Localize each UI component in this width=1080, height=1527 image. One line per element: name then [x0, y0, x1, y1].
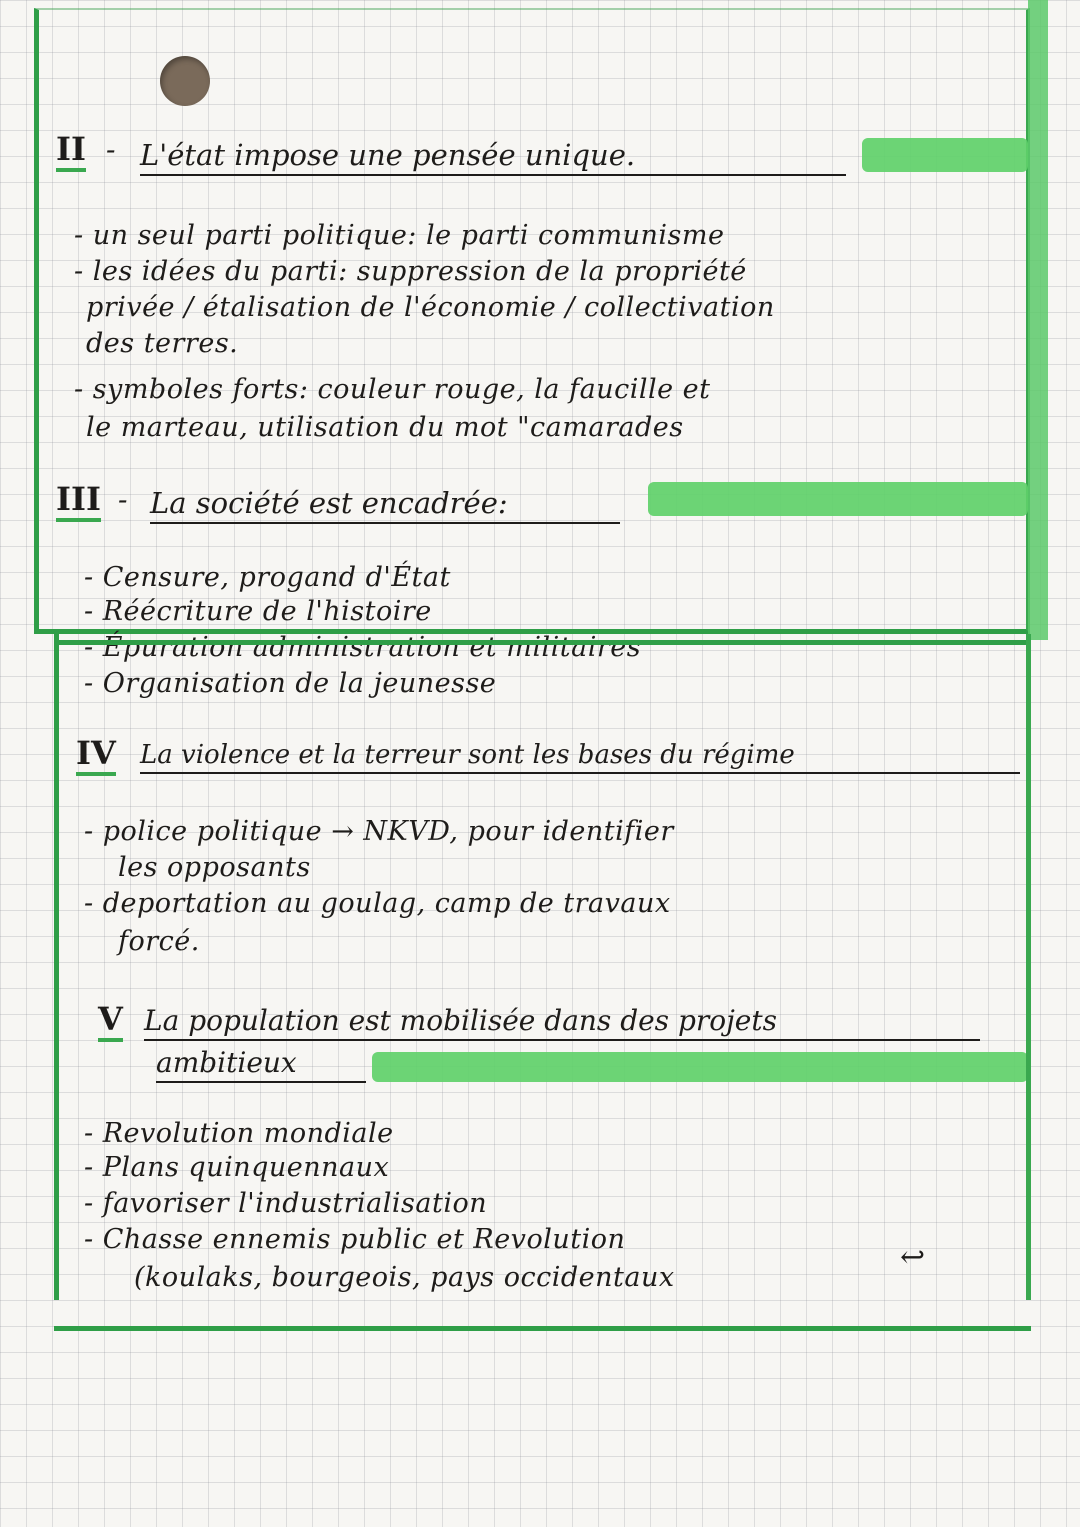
section-2-line-1: - un seul parti politique: le parti communisme [74, 220, 725, 251]
section-4-line-4: forcé. [118, 926, 200, 957]
section-3-title: La société est encadrée: [150, 486, 620, 524]
section-2-line-5: - symboles forts: couleur rouge, la faucille et [74, 374, 711, 405]
highlight-section-2 [862, 138, 1028, 172]
page-frame-lower [54, 640, 1030, 645]
section-4-line-2: les opposants [118, 852, 311, 883]
section-4-title: La violence et la terreur sont les bases du régime [140, 740, 1020, 774]
highlight-section-5 [372, 1052, 1028, 1082]
section-5-line-4: - Chasse ennemis public et Revolution [84, 1224, 626, 1255]
punch-hole [160, 56, 210, 106]
section-5-line-2: - Plans quinquennaux [84, 1152, 390, 1183]
section-5-line-1: - Revolution mondiale [84, 1118, 394, 1149]
section-3-line-1: - Censure, progand d'État [84, 562, 451, 593]
section-frame-left [54, 634, 59, 1300]
section-2-title: L'état impose une pensée unique. [140, 138, 846, 176]
section-frame-right [1026, 634, 1031, 1300]
section-3-numeral: III [56, 480, 101, 522]
section-2-dash: - [106, 133, 116, 166]
section-2-line-4: des terres. [86, 328, 239, 359]
section-2-line-3: privée / étalisation de l'économie / collectivation [86, 292, 775, 323]
section-4-line-1: - police politique → NKVD, pour identifier [84, 816, 674, 847]
section-3-line-4: - Organisation de la jeunesse [84, 668, 497, 699]
section-4-numeral: IV [76, 734, 116, 776]
section-3-line-2: - Réécriture de l'histoire [84, 596, 432, 627]
return-arrow-icon: ↩ [900, 1240, 926, 1275]
section-5-title-line-2: ambitieux [156, 1046, 366, 1083]
section-5-numeral: V [98, 1000, 123, 1042]
section-2-line-6: le marteau, utilisation du mot "camarades [86, 412, 684, 443]
section-frame-bottom [54, 1326, 1031, 1331]
section-2-numeral: II [56, 130, 86, 172]
section-2-line-2: - les idées du parti: suppression de la propriété [74, 256, 747, 287]
margin-highlight [1028, 0, 1048, 640]
highlight-section-3 [648, 482, 1028, 516]
section-3-line-3: - Épuration administration et militaires [84, 632, 642, 663]
section-3-dash: - [118, 483, 128, 516]
section-5-line-5: (koulaks, bourgeois, pays occidentaux [134, 1262, 675, 1293]
section-5-line-3: - favoriser l'industrialisation [84, 1188, 488, 1219]
section-4-line-3: - deportation au goulag, camp de travaux [84, 888, 671, 919]
section-5-title: La population est mobilisée dans des projets [144, 1004, 980, 1041]
